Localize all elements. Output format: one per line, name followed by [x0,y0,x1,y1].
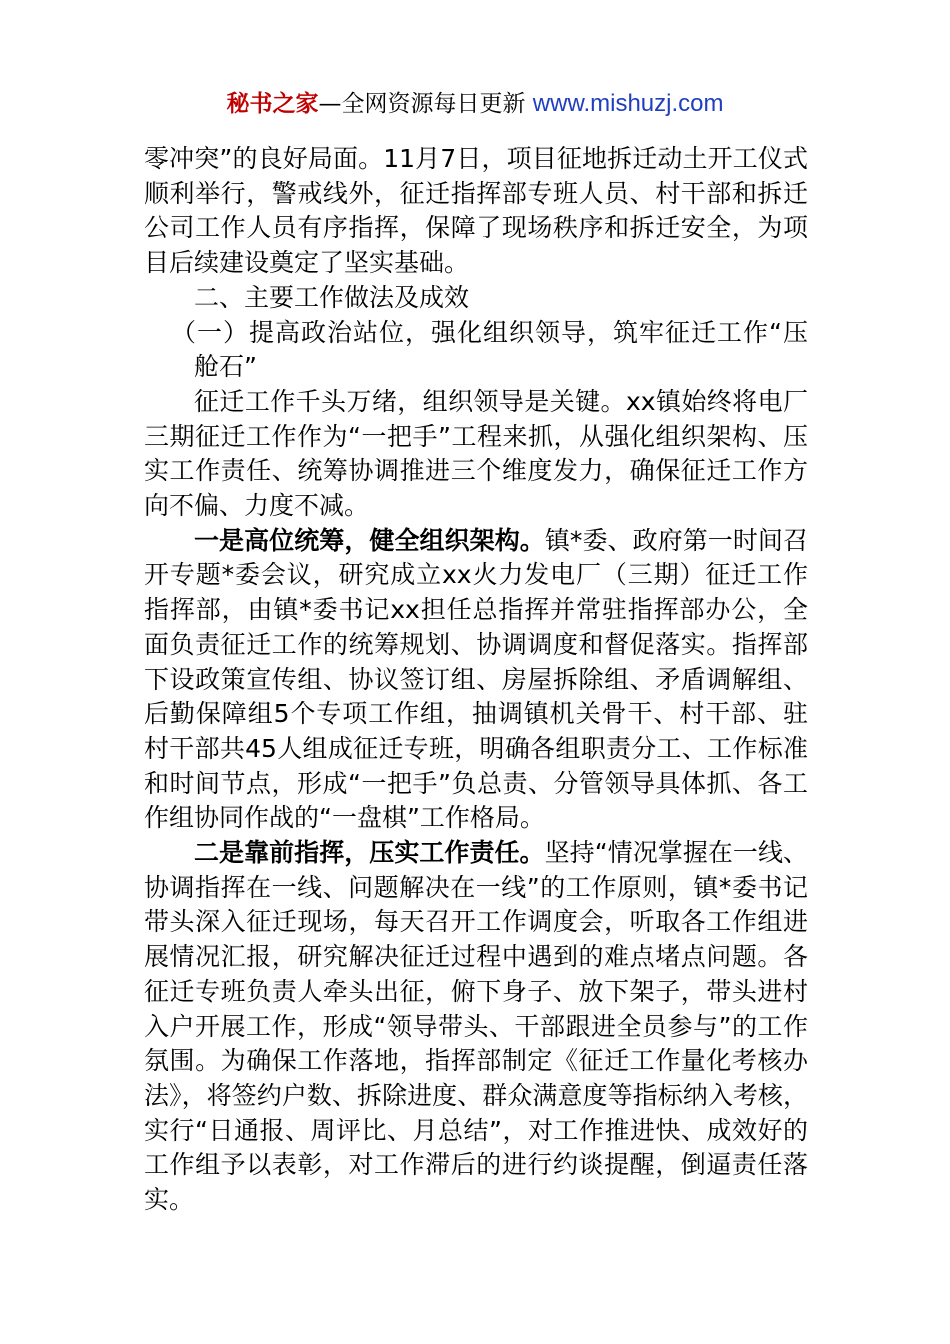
header-slogan: —全网资源每日更新 [318,91,526,117]
subsection-heading: （一）提高政治站位，强化组织领导，筑牢征迁工作“压舱石” [171,317,808,382]
section-heading: 二、主要工作做法及成效 [194,282,470,312]
paragraph-intro: 征迁工作千头万绪，组织领导是关键。xx镇始终将电厂三期征迁工作作为“一把手”工程来抓，从强化组织架构、压实工作责任、统筹协调推进三个维度发力，确保征迁工作方向不偏、力度不减。 [144,386,808,521]
paragraph-point-two [144,836,808,1218]
point-two-text: 坚持“情况掌握在一线、协调指挥在一线、问题解决在一线”的工作原则，镇*委书记带头深入征迁现场，每天召开工作调度会，听取各工作组进展情况汇报，研究解决征迁过程中遇到的难点堵点问题。各征迁专班负责人牵头出征，俯下身子、放下架子，带头进村入户开展工作，形成“领导带头、干部跟进全员参与”的工作氛围。为确保工作落地，指挥部制定《征迁工作量化考核办法》，将签约户数、拆除进度、群众满意度等指标纳入考核，实行“日通报、周评比、月总结”，对工作推进快、成效好的工作组予以表彰，对工作滞后的进行约谈提醒，倒逼责任落实。 [144,838,808,1215]
point-two-lead: 二是靠前指挥，压实工作责任。 [194,838,545,868]
document-body [144,142,808,1218]
paragraph-continued: 零冲突”的良好局面。11月7日，项目征地拆迁动土开工仪式顺利举行，警戒线外，征迁指挥部专班人员、村干部和拆迁公司工作人员有序指挥，保障了现场秩序和拆迁安全，为项目后续建设奠定了坚实基础。 [144,144,808,278]
point-one-text: 镇*委、政府第一时间召开专题*委会议，研究成立xx火力发电厂（三期）征迁工作指挥部，由镇*委书记xx担任总指挥并常驻指挥部办公，全面负责征迁工作的统筹规划、协调调度和督促落实。指挥部下设政策宣传组、协议签订组、房屋拆除组、矛盾调解组、后勤保障组5个专项工作组，抽调镇机关骨干、村干部、驻村干部共45人组成征迁专班，明确各组职责分工、工作标准和时间节点，形成“一把手”负总责、分管领导具体抓、各工作组协同作战的“一盘棋”工作格局。 [144,525,808,833]
brand-name: 秘书之家 [226,91,319,117]
site-url-link[interactable]: www.mishuzj.com [532,90,724,117]
site-header [0,88,950,120]
paragraph-point-one [144,524,808,836]
point-one-lead: 一是高位统筹，健全组织架构。 [194,525,545,555]
